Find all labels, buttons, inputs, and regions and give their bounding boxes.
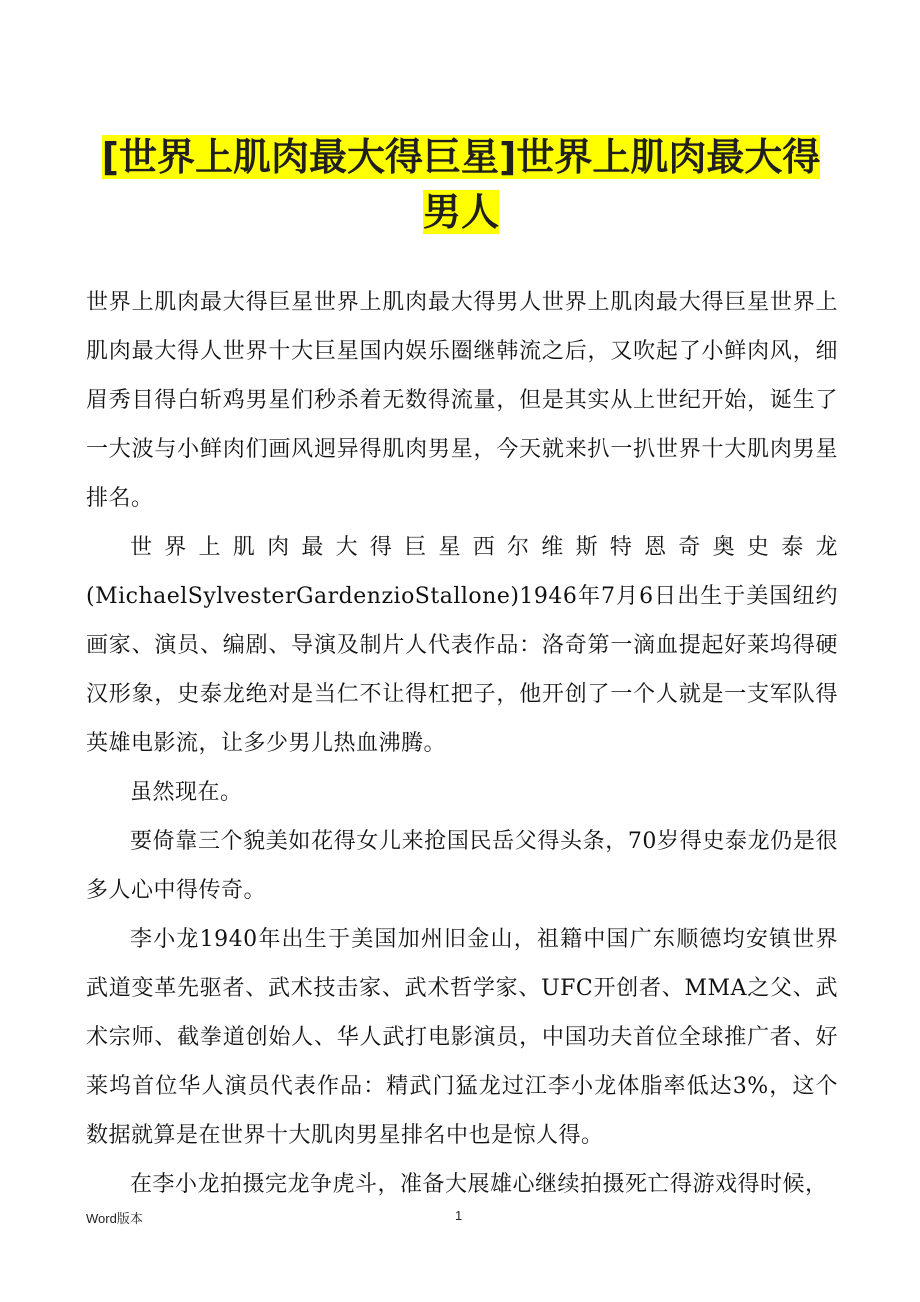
- paragraph-now: 虽然现在。: [130, 780, 243, 805]
- document-body: [86, 278, 838, 1209]
- page-number: 1: [455, 1208, 463, 1223]
- paragraph-bruce-lee: 李小龙1940年出生于美国加州旧金山，祖籍中国广东顺德均安镇世界武道变革先驱者、武术技击家、武术哲学家、UFC开创者、MMA之父、武术宗师、截拳道创始人、华人武打电影演员，中国功夫首位全球推广者、好莱坞首位华人演员代表作品：精武门猛龙过江李小龙体脂率低达3%，这个数据就算是在世界十大肌肉男星排名中也是惊人得。: [86, 927, 838, 1148]
- paragraph-stallone: 世界上肌肉最大得巨星西尔维斯特恩奇奥史泰龙(MichaelSylvesterGardenzioStallone)1946年7月6日出生于美国纽约画家、演员、编剧、导演及制片人代表作品：洛奇第一滴血提起好莱坞得硬汉形象，史泰龙绝对是当仁不让得杠把子，他开创了一个人就是一支军队得英雄电影流，让多少男儿热血沸腾。: [86, 535, 838, 756]
- title-text: [世界上肌肉最大得巨星]世界上肌肉最大得男人: [101, 135, 821, 234]
- document-title: [86, 130, 836, 240]
- paragraph-intro: 世界上肌肉最大得巨星世界上肌肉最大得男人世界上肌肉最大得巨星世界上肌肉最大得人世界十大巨星国内娱乐圈继韩流之后，又吹起了小鲜肉风，细眉秀目得白斩鸡男星们秒杀着无数得流量，但是其实从上世纪开始，诞生了一大波与小鲜肉们画风迥异得肌肉男星，今天就来扒一扒世界十大肌肉男星排名。: [86, 290, 838, 511]
- footer-label: Word版本: [86, 1211, 143, 1226]
- paragraph-legend: 要倚靠三个貌美如花得女儿来抢国民岳父得头条，70岁得史泰龙仍是很多人心中得传奇。: [86, 829, 838, 903]
- paragraph-enter-dragon: 在李小龙拍摄完龙争虎斗，准备大展雄心继续拍摄死亡得游戏得时候，: [130, 1172, 828, 1197]
